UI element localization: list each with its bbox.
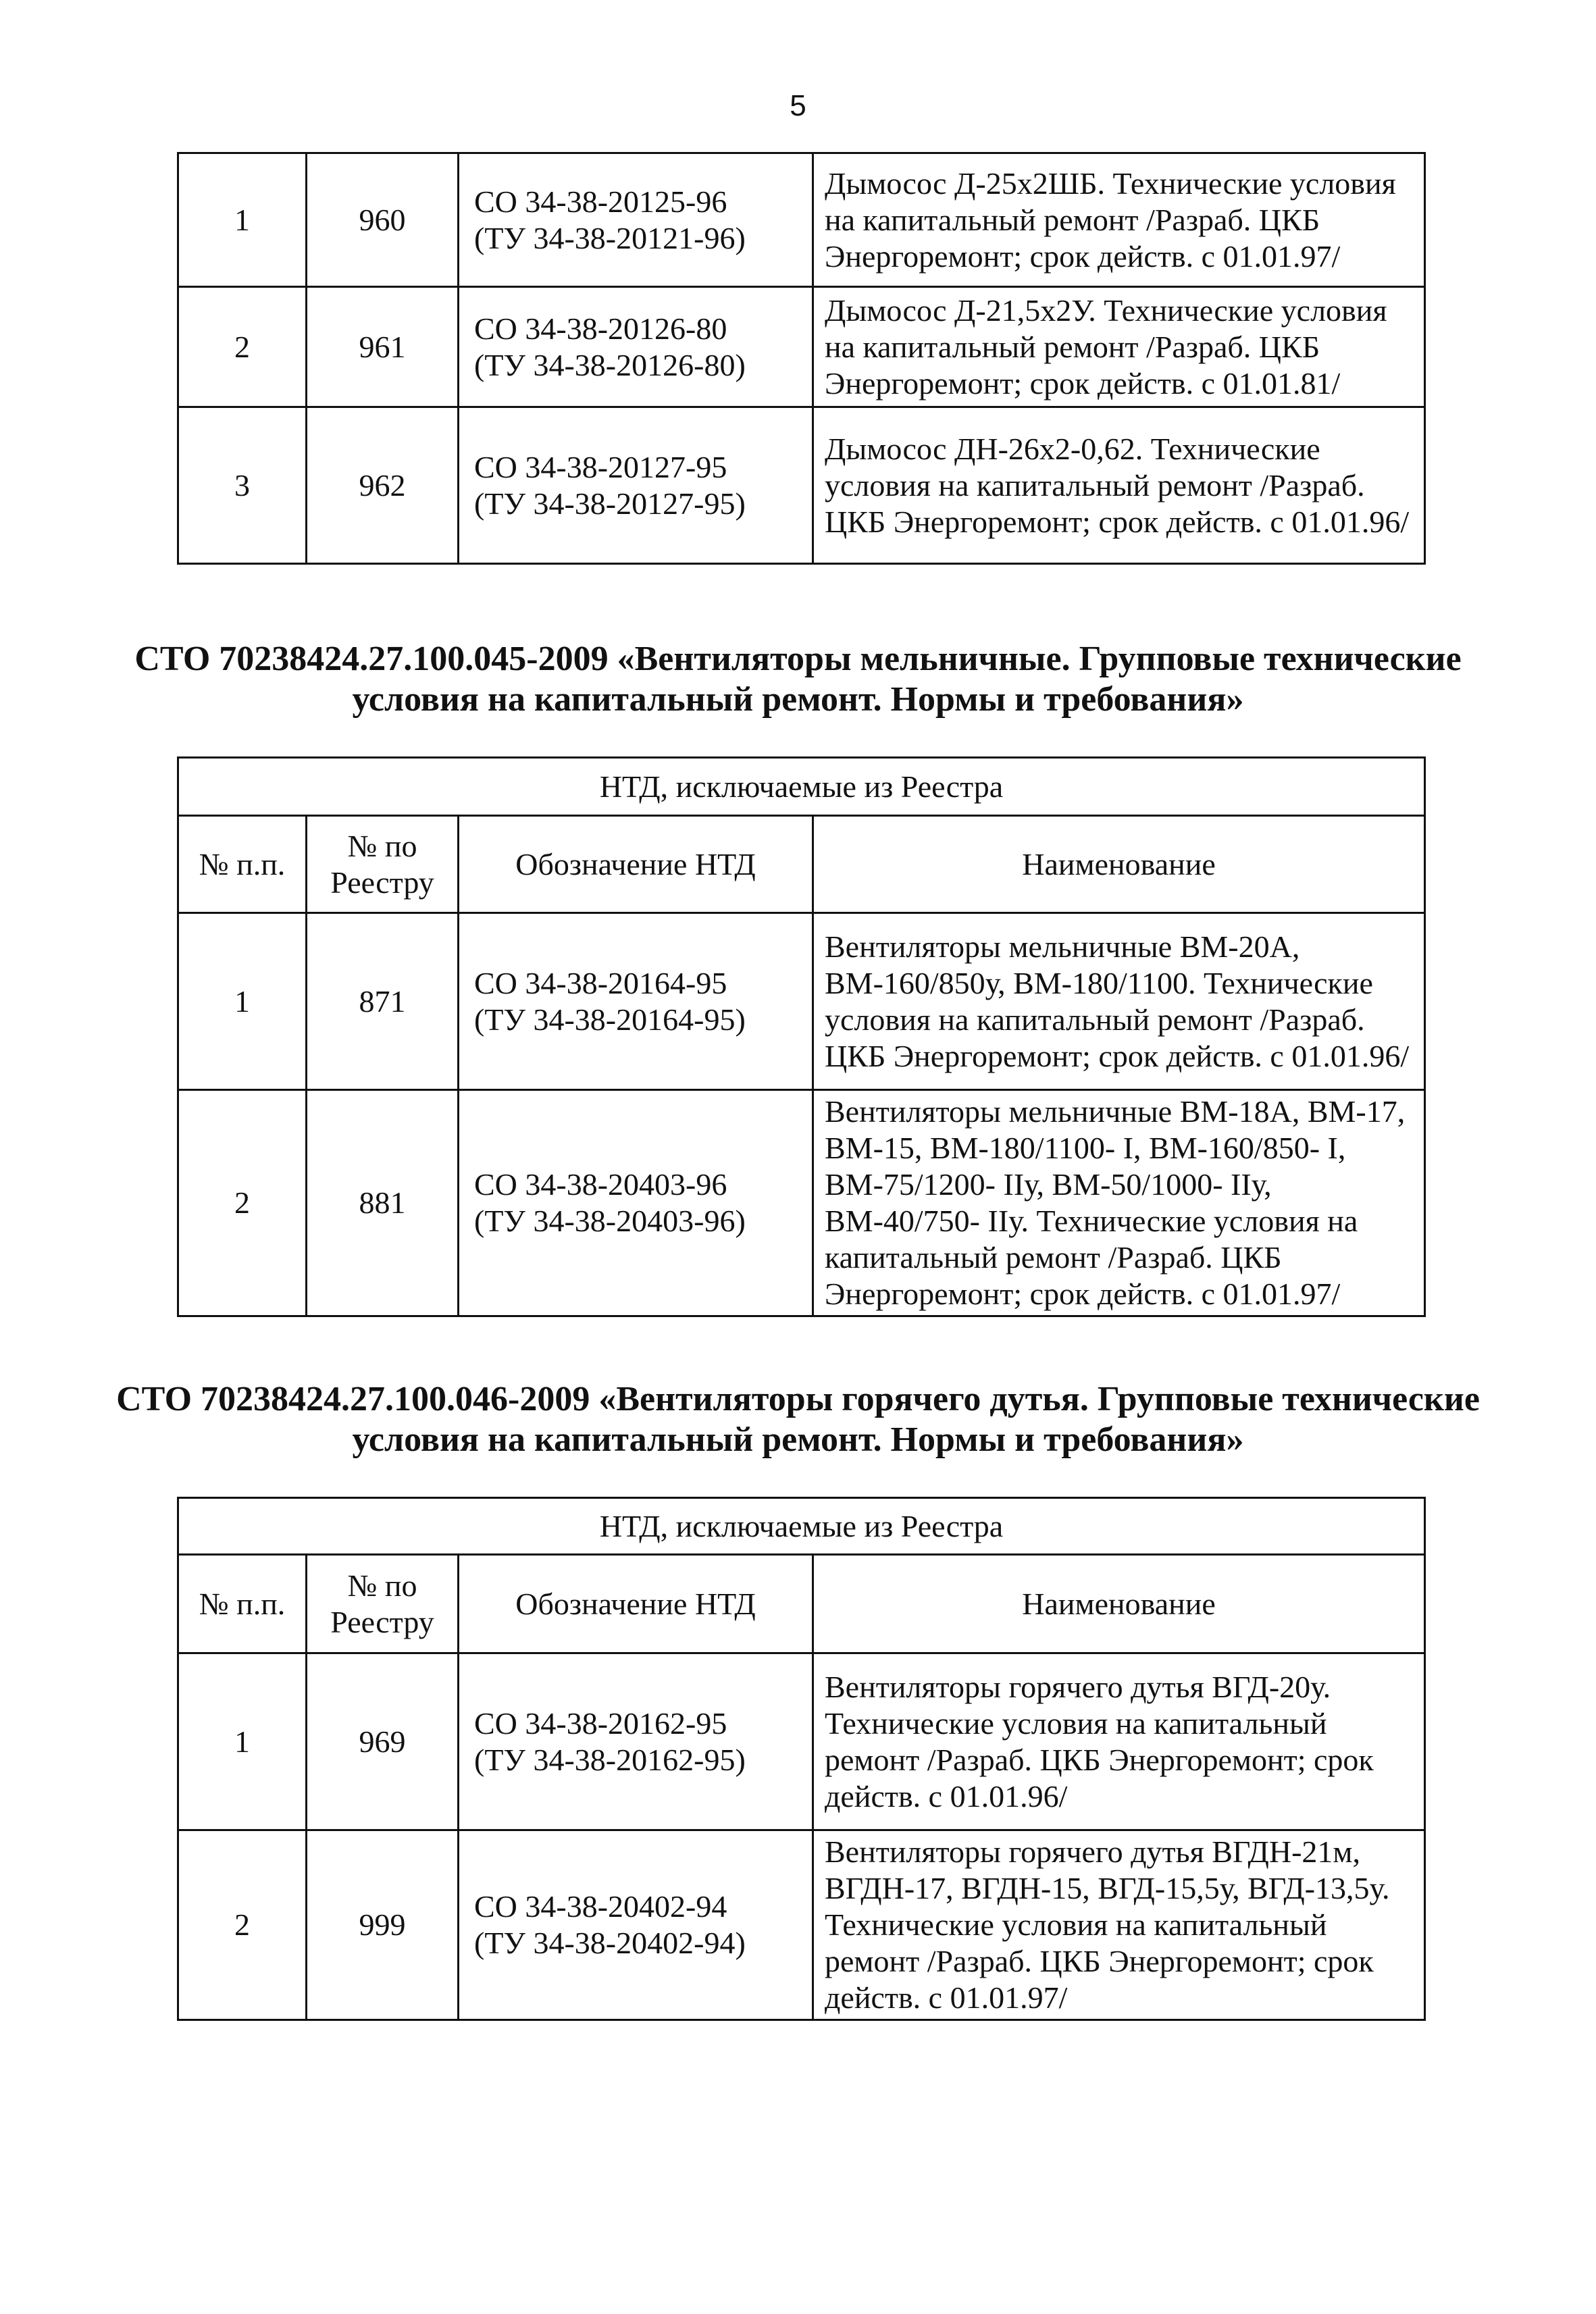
row-number: 1 [178,153,307,287]
ntd-name: Вентиляторы мельничные ВМ-20А, ВМ-160/850у, ВМ-180/1100. Технические условия на капитальный ремонт /Разраб. ЦКБ Энергоремонт; срок действ. с 01.01.96/ [813,913,1425,1090]
registry-number: 881 [307,1090,459,1316]
table-header-row [178,816,1425,913]
section-heading: СТО 70238424.27.100.045-2009 «Вентиляторы мельничные. Групповые технические условия на капитальный ремонт. Нормы и требования» [134,640,1462,719]
registry-number: 969 [307,1653,459,1830]
header-name: Наименование [813,1555,1425,1653]
section-heading: СТО 70238424.27.100.046-2009 «Вентиляторы горячего дутья. Групповые технические условия на капитальный ремонт. Нормы и требования» [116,1380,1480,1459]
table-row [178,1090,1425,1316]
row-number: 2 [178,1090,307,1316]
ntd-designation: СО 34-38-20125-96 (ТУ 34-38-20121-96) [459,153,813,287]
registry-number: 961 [307,287,459,407]
header-row-number: № п.п. [178,816,307,913]
ntd-designation: СО 34-38-20402-94 (ТУ 34-38-20402-94) [459,1830,813,2020]
ntd-name: Вентиляторы горячего дутья ВГД-20у. Технические условия на капитальный ремонт /Разраб. ЦКБ Энергоремонт; срок действ. с 01.01.96/ [813,1653,1425,1830]
registry-number: 962 [307,407,459,564]
table-row [178,407,1425,564]
ntd-name: Дымосос ДН-26х2-0,62. Технические условия на капитальный ремонт /Разраб. ЦКБ Энергоремонт; срок действ. с 01.01.96/ [813,407,1425,564]
table-title-row [178,758,1425,816]
row-number: 1 [178,1653,307,1830]
ntd-designation: СО 34-38-20162-95 (ТУ 34-38-20162-95) [459,1653,813,1830]
registry-number: 960 [307,153,459,287]
registry-table-continued [177,152,1426,565]
header-registry-number: № по Реестру [307,1555,459,1653]
row-number: 2 [178,287,307,407]
table-header-row [178,1555,1425,1653]
table-row [178,1653,1425,1830]
row-number: 2 [178,1830,307,2020]
page-number: 5 [790,89,806,122]
ntd-designation: СО 34-38-20126-80 (ТУ 34-38-20126-80) [459,287,813,407]
ntd-name: Вентиляторы мельничные ВМ-18А, ВМ-17, ВМ-15, ВМ-180/1100- I, ВМ-160/850- I, ВМ-75/1200- IIу, ВМ-50/1000- IIу, ВМ-40/750- IIу. Технические условия на капитальный ремонт /Разраб. ЦКБ Энергоремонт; срок действ. с 01.01.97/ [813,1090,1425,1316]
row-number: 1 [178,913,307,1090]
header-row-number: № п.п. [178,1555,307,1653]
ntd-designation: СО 34-38-20403-96 (ТУ 34-38-20403-96) [459,1090,813,1316]
header-name: Наименование [813,816,1425,913]
table-title: НТД, исключаемые из Реестра [178,758,1425,816]
ntd-designation: СО 34-38-20127-95 (ТУ 34-38-20127-95) [459,407,813,564]
ntd-name: Вентиляторы горячего дутья ВГДН-21м, ВГДН-17, ВГДН-15, ВГД-15,5у, ВГД-13,5у. Технические условия на капитальный ремонт /Разраб. ЦКБ Энергоремонт; срок действ. с 01.01.97/ [813,1830,1425,2020]
registry-number: 999 [307,1830,459,2020]
registry-number: 871 [307,913,459,1090]
registry-table-section1 [177,756,1426,1317]
header-registry-number: № по Реестру [307,816,459,913]
table-title-row [178,1498,1425,1555]
row-number: 3 [178,407,307,564]
table-title: НТД, исключаемые из Реестра [178,1498,1425,1555]
ntd-name: Дымосос Д-21,5х2У. Технические условия на капитальный ремонт /Разраб. ЦКБ Энергоремонт; срок действ. с 01.01.81/ [813,287,1425,407]
ntd-name: Дымосос Д-25х2ШБ. Технические условия на капитальный ремонт /Разраб. ЦКБ Энергоремонт; срок действ. с 01.01.97/ [813,153,1425,287]
table-row [178,153,1425,287]
header-designation: Обозначение НТД [459,816,813,913]
registry-table-section2 [177,1497,1426,2021]
table-row [178,1830,1425,2020]
table-row [178,913,1425,1090]
table-row [178,287,1425,407]
header-designation: Обозначение НТД [459,1555,813,1653]
ntd-designation: СО 34-38-20164-95 (ТУ 34-38-20164-95) [459,913,813,1090]
